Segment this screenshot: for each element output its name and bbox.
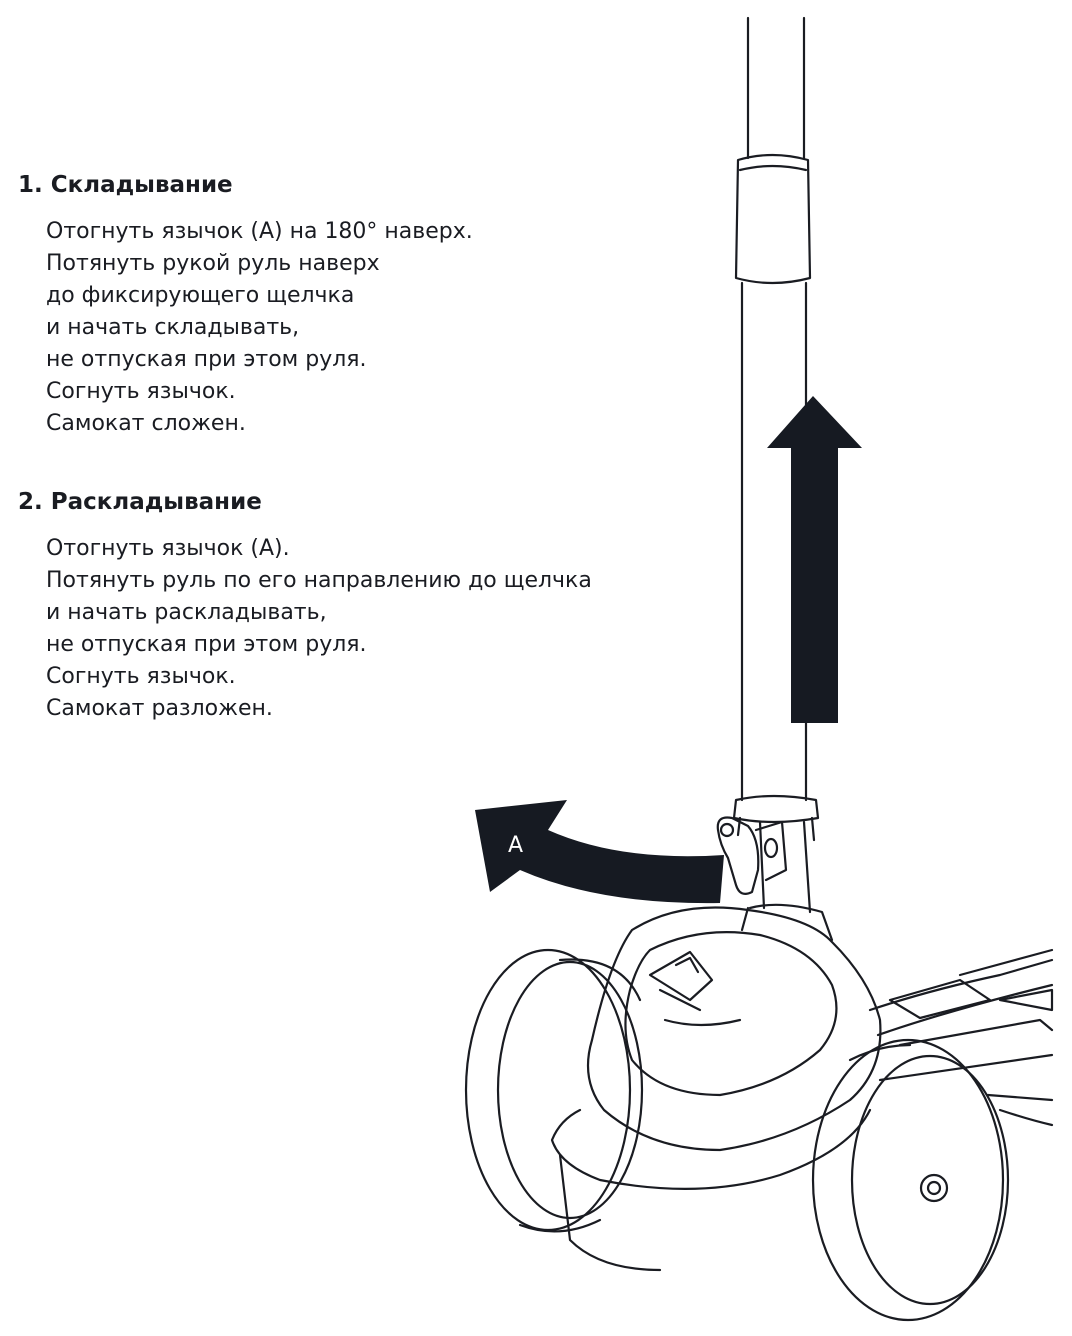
folding-step: Самокат сложен.: [46, 411, 246, 436]
folding-heading: 1. Складывание: [18, 172, 233, 198]
folding-step: не отпуская при этом руля.: [46, 347, 367, 372]
folding-joint: [734, 796, 832, 940]
arrow-label-a: A: [508, 833, 524, 858]
telescopic-clamp: [736, 155, 810, 283]
unfolding-step: Самокат разложен.: [46, 696, 273, 721]
right-front-wheel: [813, 1040, 1008, 1320]
unfolding-heading: 2. Раскладывание: [18, 489, 262, 515]
up-arrow-icon: [767, 396, 862, 723]
unfolding-step: Потянуть руль по его направлению до щелчка: [46, 568, 592, 593]
unfolding-step: не отпуская при этом руля.: [46, 632, 367, 657]
folding-step: до фиксирующего щелчка: [46, 283, 355, 308]
folding-step: и начать складывать,: [46, 315, 300, 340]
unfolding-step: Отогнуть язычок (А).: [46, 536, 290, 561]
unfolding-step: и начать раскладывать,: [46, 600, 327, 625]
unfolding-step: Согнуть язычок.: [46, 664, 236, 689]
deck-body: [870, 950, 1052, 1125]
folding-step: Потянуть рукой руль наверх: [46, 251, 380, 276]
folding-step: Отогнуть язычок (А) на 180° наверх.: [46, 219, 473, 244]
folding-tongue: [718, 818, 786, 894]
front-housing: [552, 908, 880, 1271]
handlebar-upper-tube: [748, 18, 804, 158]
folding-step: Согнуть язычок.: [46, 379, 236, 404]
left-front-wheel: [466, 950, 642, 1231]
